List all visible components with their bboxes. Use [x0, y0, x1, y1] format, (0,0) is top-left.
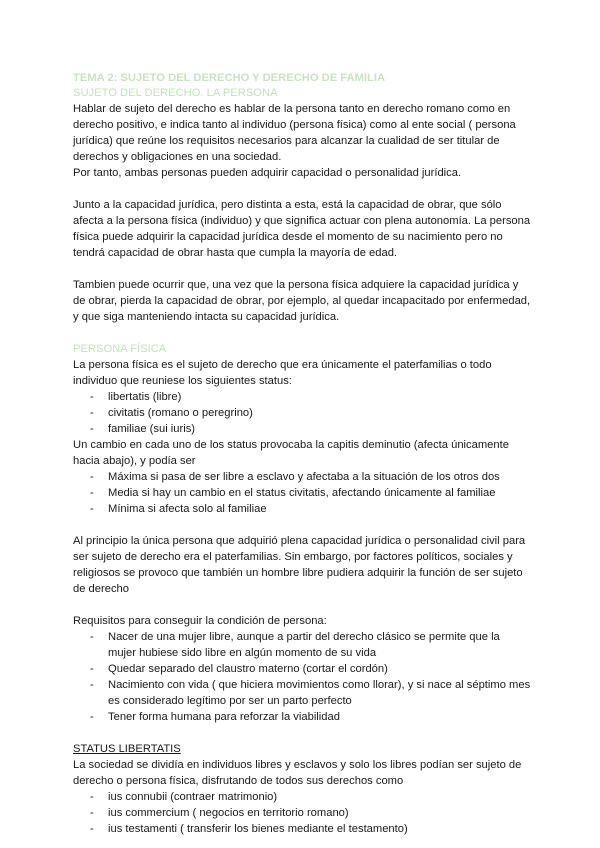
section-heading-persona-fisica: PERSONA FÍSICA [73, 343, 167, 355]
bullet-dash: - [90, 471, 94, 483]
list-item-requisito [73, 709, 533, 725]
bullet-dash: - [90, 679, 94, 691]
paragraph-line: Un cambio en cada uno de los status provocaba la capitis deminutio (afecta únicamente [73, 439, 509, 451]
list-item-text: ius connubii (contraer matrimonio) [108, 791, 278, 803]
list-item-status [73, 389, 533, 405]
list-item-derecho [73, 789, 533, 805]
paragraph-line: de derecho [73, 583, 129, 595]
list-item-derecho [73, 821, 533, 837]
list-item-requisito [73, 677, 533, 693]
bullet-dash: - [90, 711, 94, 723]
list-item-capitis [73, 501, 533, 517]
paragraph-gap [73, 597, 533, 613]
list-item-text: Tener forma humana para reforzar la viabilidad [108, 711, 340, 723]
list-item-status [73, 421, 533, 437]
bullet-dash: - [90, 823, 94, 835]
paragraph-line: de obrar, pierda la capacidad de obrar, por ejemplo, al quedar incapacitado por enfermedad, [73, 295, 531, 307]
paragraph-gap [73, 725, 533, 741]
bullet-dash: - [90, 807, 94, 819]
list-item-text: ius testamenti ( transferir los bienes mediante el testamento) [108, 823, 408, 835]
list-item-text: Quedar separado del claustro materno (cortar el cordón) [108, 663, 388, 675]
list-item-text: Media si hay un cambio en el status civitatis, afectando únicamente al familiae [108, 487, 496, 499]
list-item-continuation: mujer hubiese sido libre en algún momento de su vida [108, 647, 377, 659]
paragraph-line: Hablar de sujeto del derecho es hablar de la persona tanto en derecho romano como en [73, 103, 511, 115]
paragraph-line: y que siga manteniendo intacta su capacidad jurídica. [73, 311, 340, 323]
list-item-text: Nacer de una mujer libre, aunque a partir del derecho clásico se permite que la [108, 631, 500, 643]
paragraph-line: Al principio la única persona que adquirió plena capacidad jurídica o personalidad civil para [73, 535, 526, 547]
list-item-text: civitatis (romano o peregrino) [108, 407, 253, 419]
paragraph-gap [73, 181, 533, 197]
list-item-continuation: es considerado legítimo por ser un parto perfecto [108, 695, 352, 707]
bullet-dash: - [90, 631, 94, 643]
list-item-requisito [73, 661, 533, 677]
list-item-requisito [73, 629, 533, 645]
list-item-text: Máxima si pasa de ser libre a esclavo y afectaba a la situación de los otros dos [108, 471, 500, 483]
list-item-text: libertatis (libre) [108, 391, 182, 403]
bullet-dash: - [90, 407, 94, 419]
paragraph-line: jurídica) que reúne los requisitos necesarios para alcanzar la cualidad de ser titular de [73, 135, 500, 147]
section-heading-status-libertatis: STATUS LIBERTATIS [73, 743, 181, 755]
list-item-text: familiae (sui iuris) [108, 423, 196, 435]
bullet-dash: - [90, 663, 94, 675]
document-title: TEMA 2: SUJETO DEL DERECHO Y DERECHO DE FAMILIA [73, 72, 386, 84]
paragraph-line: Requisitos para conseguir la condición de persona: [73, 615, 327, 627]
paragraph-line: hacia abajo), y podía ser [73, 455, 196, 467]
paragraph-gap [73, 261, 533, 277]
list-item-capitis [73, 469, 533, 485]
bullet-dash: - [90, 503, 94, 515]
paragraph-line: religiosos se provoco que también un hombre libre pudiera adquirir la función de ser sujeto [73, 567, 523, 579]
list-item-status [73, 405, 533, 421]
list-item-text: ius commercium ( negocios en territorio romano) [108, 807, 349, 819]
paragraph-line: derecho o persona física, disfrutando de todos sus derechos como [73, 775, 404, 787]
paragraph-line: ser sujeto de derecho era el paterfamilias. Sin embargo, por factores políticos, sociales y [73, 551, 513, 563]
paragraph-line: La sociedad se dividía en individuos libres y esclavos y solo los libres podían ser sujeto de [73, 759, 522, 771]
bullet-dash: - [90, 423, 94, 435]
paragraph-line: Por tanto, ambas personas pueden adquirir capacidad o personalidad jurídica. [73, 167, 462, 179]
paragraph-line: La persona física es el sujeto de derecho que era únicamente el paterfamilias o todo [73, 359, 492, 371]
paragraph-line: individuo que reuniese los siguientes status: [73, 375, 292, 387]
list-item-capitis [73, 485, 533, 501]
paragraph-line: tendrá capacidad de obrar hasta que cumpla la mayoría de edad. [73, 247, 398, 259]
bullet-dash: - [90, 791, 94, 803]
paragraph-line: Tambien puede ocurrir que, una vez que la persona física adquiere la capacidad jurídica y [73, 279, 519, 291]
paragraph-line: física puede adquirir la capacidad jurídica desde el momento de su nacimiento pero no [73, 231, 503, 243]
paragraph-gap [73, 325, 533, 341]
paragraph-line: derechos y obligaciones en una sociedad. [73, 151, 282, 163]
paragraph-line: Junto a la capacidad jurídica, pero distinta a esta, está la capacidad de obrar, que sólo [73, 199, 502, 211]
document-page [73, 71, 533, 837]
bullet-dash: - [90, 487, 94, 499]
list-item-text: Nacimiento con vida ( que hiciera movimientos como llorar), y si nace al séptimo mes [108, 679, 531, 691]
paragraph-line: derecho positivo, e indica tanto al individuo (persona física) como al ente social ( persona [73, 119, 516, 131]
list-item-derecho [73, 805, 533, 821]
paragraph-gap [73, 517, 533, 533]
list-item-text: Mínima si afecta solo al familiae [108, 503, 267, 515]
section-heading-sujeto: SUJETO DEL DERECHO. LA PERSONA [73, 87, 278, 99]
paragraph-line: afecta a la persona física (individuo) y que significa actuar con plena autonomía. La persona [73, 215, 531, 227]
bullet-dash: - [90, 391, 94, 403]
